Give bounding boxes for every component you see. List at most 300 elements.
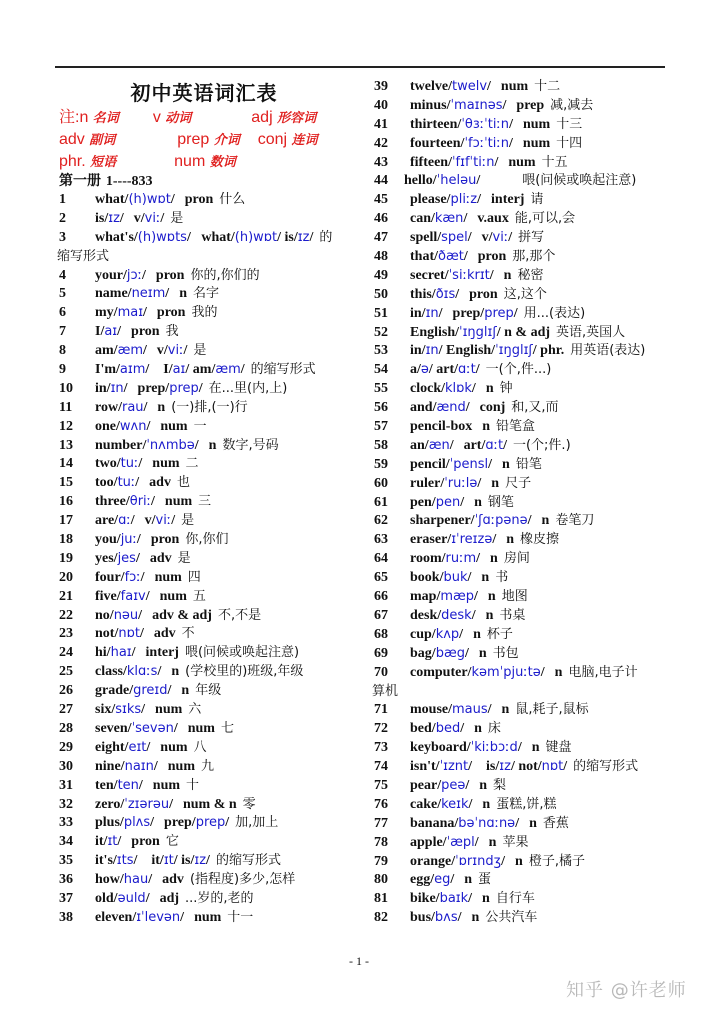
entry-word: / xyxy=(117,324,122,340)
entry-part-of-speech: pron xyxy=(155,267,185,283)
entry-part-of-speech: prep/ xyxy=(164,815,196,831)
legend-line xyxy=(59,128,364,150)
entry-phonetic: ˈsiːkrɪt xyxy=(448,267,490,283)
entry-part-of-speech: pron xyxy=(156,305,186,321)
entry-word: are/ xyxy=(95,513,119,529)
entry-part-of-speech: n xyxy=(464,872,473,888)
entry-number: 63 xyxy=(374,532,388,548)
header-rule xyxy=(55,66,665,68)
entry-number: 68 xyxy=(374,626,388,642)
entry-phonetic: (h)wɒt xyxy=(128,192,171,207)
entry-number: 25 xyxy=(59,664,73,680)
entry-number: 48 xyxy=(374,249,388,265)
entry-phonetic: tuː xyxy=(117,475,136,491)
entry-phonetic: ˈsevən xyxy=(131,720,174,736)
entry-meaning: 和,又,而 xyxy=(511,400,559,416)
entry-word: number/ xyxy=(95,437,147,453)
entry-number: 66 xyxy=(374,589,388,605)
entry-word: / xyxy=(509,116,513,132)
entry-part-of-speech: n xyxy=(474,721,482,737)
entry-meaning: 键盘 xyxy=(545,740,572,756)
entry-word: / not/ xyxy=(510,759,542,775)
entry-phonetic: keɪk xyxy=(441,796,469,812)
entry-number: 82 xyxy=(374,910,388,926)
entry-part-of-speech: num xyxy=(194,909,222,925)
entry-meaning-continued xyxy=(372,683,694,702)
vocab-entry xyxy=(59,304,364,323)
entry-number: 23 xyxy=(59,626,73,642)
entry-word: / xyxy=(198,380,203,396)
page-number: - 1 - xyxy=(349,954,369,968)
entry-meaning: 卷笔刀 xyxy=(555,513,595,529)
vocab-entry xyxy=(374,116,694,135)
legend-abbr: 注:n xyxy=(59,109,93,126)
entry-phonetic: ɪz xyxy=(194,853,207,869)
vocab-list-left xyxy=(59,191,364,928)
entry-phonetic: bəˈnɑːnə xyxy=(458,815,516,831)
entry-word: pencil-box xyxy=(410,419,473,435)
entry-number: 77 xyxy=(374,815,388,831)
entry-phonetic: eɪt xyxy=(128,739,147,755)
legend-item xyxy=(258,130,318,148)
entry-meaning: 英语,英国人 xyxy=(556,324,626,340)
entry-part-of-speech: adv xyxy=(162,872,184,888)
entry-part-of-speech: num xyxy=(159,588,187,604)
entry-part-of-speech: n xyxy=(482,796,491,812)
entry-word: / xyxy=(450,872,455,888)
entry-meaning: 零 xyxy=(242,796,256,812)
entry-number: 26 xyxy=(59,683,73,699)
entry-word: and/ xyxy=(410,400,437,416)
entry-word: nine/ xyxy=(95,758,125,774)
entry-phonetic: twelv xyxy=(451,79,488,94)
entry-part-of-speech: n xyxy=(208,437,217,453)
vocab-list-right xyxy=(374,78,694,928)
entry-meaning: 缩写形式 xyxy=(57,248,110,264)
entry-phonetic: æm xyxy=(215,362,241,378)
entry-word: / xyxy=(460,494,465,510)
entry-word: fourteen/ xyxy=(410,135,465,151)
vocab-entry xyxy=(59,323,364,342)
entry-word: / xyxy=(140,569,145,585)
vocab-entry xyxy=(59,361,364,380)
entry-phonetic: jɔː xyxy=(126,267,143,283)
entry-part-of-speech: num xyxy=(155,702,183,718)
vocab-entry xyxy=(59,644,364,663)
entry-number: 35 xyxy=(59,853,73,869)
vocab-entry xyxy=(374,286,694,305)
entry-word: bed/ xyxy=(410,721,436,737)
entry-phonetic: ˈʃɑːpənə xyxy=(474,513,528,529)
entry-part-of-speech: prep/ xyxy=(137,380,170,396)
entry-number: 29 xyxy=(59,739,73,755)
vocab-entry xyxy=(59,890,364,909)
entry-meaning: 是 xyxy=(193,343,207,359)
entry-word: keyboard/ xyxy=(410,740,471,756)
entry-number: 56 xyxy=(374,400,388,416)
vocab-entry xyxy=(374,626,694,645)
entry-part-of-speech: n xyxy=(482,891,490,907)
vocab-entry xyxy=(374,890,694,909)
vocab-entry xyxy=(59,229,364,248)
entry-meaning: 请 xyxy=(530,192,544,208)
entry-word: / xyxy=(468,796,473,812)
entry-word: pen/ xyxy=(410,494,436,510)
entry-word: / xyxy=(467,230,472,246)
vocab-entry xyxy=(374,154,694,173)
entry-phonetic: ɑː xyxy=(118,513,131,529)
entry-word: / am/ xyxy=(185,362,216,378)
entry-part-of-speech: prep/ xyxy=(452,305,485,321)
entry-number: 12 xyxy=(59,418,73,434)
entry-word: in/ xyxy=(410,305,426,321)
entry-word: / xyxy=(143,305,147,321)
entry-word: / xyxy=(130,513,135,529)
entry-phonetic: θriː xyxy=(129,494,152,510)
entry-phonetic: naɪn xyxy=(124,758,154,774)
entry-word: / xyxy=(467,570,472,586)
entry-number: 59 xyxy=(374,456,388,472)
entry-number: 37 xyxy=(59,890,73,906)
entry-number: 57 xyxy=(374,419,388,435)
entry-meaning: 的 xyxy=(319,229,333,245)
entry-word: / xyxy=(146,739,151,755)
entry-part-of-speech: adv & adj xyxy=(152,607,212,623)
entry-word: / what/ xyxy=(186,229,235,245)
entry-word: how/ xyxy=(95,872,124,888)
entry-phonetic: ɪts xyxy=(116,853,134,869)
entry-word: three/ xyxy=(95,494,130,510)
entry-part-of-speech: num & n xyxy=(182,796,237,812)
entry-word: / xyxy=(503,437,507,453)
entry-part-of-speech: num xyxy=(160,739,188,755)
entry-word: egg/ xyxy=(410,872,435,888)
vocab-entry xyxy=(59,418,364,437)
entry-meaning: 橙子,橘子 xyxy=(528,853,585,869)
entry-word: / xyxy=(477,475,482,491)
entry-word: an/ xyxy=(410,437,429,453)
entry-word: / xyxy=(240,362,245,378)
vocab-entry xyxy=(374,588,694,607)
entry-phonetic: nəu xyxy=(113,607,139,623)
entry-phonetic: ɪn xyxy=(110,380,124,396)
vocab-entry xyxy=(374,871,694,890)
entry-number: 7 xyxy=(59,324,66,340)
vocab-entry xyxy=(59,777,364,796)
entry-part-of-speech: n xyxy=(181,683,190,699)
entry-word: hello/ xyxy=(404,173,437,189)
section-label: 第一册 xyxy=(59,173,101,189)
entry-meaning: 一 xyxy=(193,418,207,434)
entry-word: / xyxy=(119,210,124,226)
legend-item xyxy=(153,108,191,126)
entry-meaning: (学校里的)班级,年级 xyxy=(185,664,304,680)
entry-part-of-speech: n xyxy=(501,702,510,718)
entry-meaning: 香蕉 xyxy=(542,815,569,831)
legend-line xyxy=(59,150,364,172)
entry-meaning: 用...(表达) xyxy=(523,305,586,321)
entry-word: sharpener/ xyxy=(410,513,475,529)
vocab-entry xyxy=(374,550,694,569)
entry-meaning: 三 xyxy=(198,494,212,510)
vocab-entry xyxy=(59,682,364,701)
vocab-entry xyxy=(59,569,364,588)
entry-word: two/ xyxy=(95,456,121,472)
entry-meaning: 鼠,耗子,鼠标 xyxy=(515,702,589,718)
entry-number: 5 xyxy=(59,286,66,302)
entry-part-of-speech: n xyxy=(502,456,510,472)
entry-phonetic: ˈheləu xyxy=(436,173,477,189)
entry-word: secret/ xyxy=(410,267,449,283)
entry-number: 38 xyxy=(59,909,73,925)
entry-word: / xyxy=(501,853,506,869)
entry-number: 36 xyxy=(59,872,73,888)
entry-meaning: 十二 xyxy=(534,79,561,94)
entry-word: pencil/ xyxy=(410,456,450,472)
entry-phonetic: sɪks xyxy=(115,702,142,718)
entry-phonetic: neɪm xyxy=(131,286,166,302)
entry-phonetic: pen xyxy=(435,494,461,510)
entry-number: 33 xyxy=(59,815,73,831)
entry-word: computer/ xyxy=(410,664,472,680)
right-column xyxy=(374,78,694,928)
entry-meaning: 苹果 xyxy=(502,834,529,850)
entry-part-of-speech: num xyxy=(152,456,180,472)
entry-word: / xyxy=(143,343,147,359)
entry-number: 42 xyxy=(374,135,388,151)
entry-phonetic: bʌs xyxy=(434,910,458,926)
entry-word: banana/ xyxy=(410,815,459,831)
vocab-entry xyxy=(59,474,364,493)
entry-word: / xyxy=(123,380,128,396)
entry-word: five/ xyxy=(95,588,121,604)
vocab-entry xyxy=(374,664,694,683)
entry-word: map/ xyxy=(410,589,441,605)
entry-part-of-speech: num xyxy=(167,758,195,774)
entry-meaning: 二 xyxy=(185,456,199,472)
entry-word: ten/ xyxy=(95,777,118,793)
entry-number: 34 xyxy=(59,834,73,850)
entry-word: yes/ xyxy=(95,550,118,566)
vocab-entry xyxy=(374,418,694,437)
entry-phonetic: ɪn xyxy=(425,343,439,359)
entry-word: your/ xyxy=(95,267,127,283)
entry-word: twelve/ xyxy=(410,79,452,94)
entry-phonetic: æn xyxy=(428,437,450,453)
entry-word: / xyxy=(509,135,513,151)
entry-number: 78 xyxy=(374,834,388,850)
entry-part-of-speech: num xyxy=(154,569,182,585)
entry-word: / xyxy=(138,607,143,623)
entry-word: / art/ xyxy=(428,362,459,378)
vocab-entry xyxy=(374,97,694,116)
vocab-entry xyxy=(374,739,694,758)
entry-meaning: 七 xyxy=(220,720,234,736)
entry-phonetic: desk xyxy=(441,607,472,623)
entry-number: 47 xyxy=(374,230,388,246)
entry-meaning: 公共汽车 xyxy=(485,910,538,926)
entry-number: 51 xyxy=(374,305,388,321)
entry-part-of-speech: pron xyxy=(131,324,160,340)
entry-meaning: 蛋 xyxy=(478,872,492,888)
entry-number: 81 xyxy=(374,891,388,907)
entry-word: it/ xyxy=(95,834,108,850)
entry-phonetic: ˈɪŋglɪʃ xyxy=(459,324,497,340)
entry-word: / xyxy=(513,305,518,321)
entry-meaning: 减,减去 xyxy=(550,97,594,113)
entry-phonetic: wʌn xyxy=(119,418,147,434)
entry-meaning: 蛋糕,饼,糕 xyxy=(496,796,557,812)
entry-word: desk/ xyxy=(410,607,442,623)
entry-word: / xyxy=(517,740,522,756)
entry-word: / xyxy=(464,645,469,661)
vocab-entry xyxy=(59,852,364,871)
entry-word: / it/ xyxy=(133,853,164,869)
entry-phonetic: baɪk xyxy=(439,891,469,907)
entry-word: / xyxy=(145,588,150,604)
entry-word: isn't/ xyxy=(410,759,440,775)
entry-meaning: 不,不是 xyxy=(217,607,262,623)
entry-part-of-speech: adj xyxy=(159,890,180,906)
entry-word: I/ xyxy=(95,324,105,340)
entry-meaning: 房间 xyxy=(503,551,530,567)
entry-meaning: 不 xyxy=(181,626,195,642)
section-heading xyxy=(59,172,364,191)
entry-word: / xyxy=(471,381,476,397)
vocab-entry xyxy=(59,701,364,720)
entry-number: 27 xyxy=(59,702,73,718)
entry-word: in/ xyxy=(410,343,426,359)
entry-phonetic: bed xyxy=(435,721,461,737)
entry-word: / phr. xyxy=(532,343,565,359)
legend-meaning: 连词 xyxy=(291,133,318,148)
entry-phonetic: ɪˈlevən xyxy=(136,909,181,925)
entry-meaning: 十一 xyxy=(227,909,254,925)
entry-part-of-speech: n xyxy=(491,475,500,491)
legend-abbr: prep xyxy=(177,131,214,148)
entry-phonetic: haɪ xyxy=(110,645,132,661)
entry-number: 53 xyxy=(374,343,388,359)
entry-phonetic: əuld xyxy=(117,890,146,906)
vocab-entry xyxy=(374,135,694,154)
entry-phonetic: juː xyxy=(120,532,137,548)
entry-word: / is/ xyxy=(173,853,195,869)
vocab-entry xyxy=(374,229,694,248)
entry-meaning: 你的,你们的 xyxy=(190,267,260,283)
entry-number: 72 xyxy=(374,721,388,737)
entry-meaning: ...岁的,老的 xyxy=(185,890,254,906)
legend-line xyxy=(59,106,364,128)
entry-word: this/ xyxy=(410,286,436,302)
entry-word: my/ xyxy=(95,305,118,321)
entry-part-of-speech: adv xyxy=(149,475,171,491)
entry-word: / is/ xyxy=(468,759,500,775)
vocab-entry xyxy=(374,909,694,928)
entry-word: is/ xyxy=(95,210,109,226)
entry-word: mouse/ xyxy=(410,702,452,718)
entry-word: / xyxy=(492,532,497,548)
entry-meaning: 十三 xyxy=(556,116,583,132)
entry-meaning: 是 xyxy=(170,210,184,226)
entry-word: / xyxy=(502,97,507,113)
vocab-entry xyxy=(374,720,694,739)
entry-word: am/ xyxy=(95,343,118,359)
vocab-entry xyxy=(374,172,694,191)
entry-part-of-speech: num xyxy=(164,494,193,510)
entry-part-of-speech: v.aux xyxy=(477,211,509,227)
entry-phonetic: spel xyxy=(441,230,468,246)
entry-word: / xyxy=(165,286,170,302)
entry-part-of-speech: interj xyxy=(145,645,179,661)
vocab-entry xyxy=(59,814,364,833)
entry-part-of-speech: num xyxy=(522,116,551,132)
entry-number: 71 xyxy=(374,702,388,718)
entry-meaning: 自行车 xyxy=(495,891,535,907)
entry-phonetic: ˈθɜːˈtiːn xyxy=(461,116,510,132)
entry-part-of-speech: pron xyxy=(469,286,498,302)
pos-legend xyxy=(59,106,364,172)
entry-number: 19 xyxy=(59,550,73,566)
entry-part-of-speech: n xyxy=(157,399,166,415)
entry-part-of-speech: prep xyxy=(516,97,545,113)
entry-word: seven/ xyxy=(95,720,132,736)
entry-meaning: 喂(问候或唤起注意) xyxy=(184,645,300,661)
entry-meaning: 钢笔 xyxy=(487,494,514,510)
entry-meaning: (指程度)多少,怎样 xyxy=(189,872,296,888)
entry-meaning: 十五 xyxy=(541,154,568,170)
legend-meaning: 名词 xyxy=(92,111,119,126)
entry-word: English/ xyxy=(410,324,460,340)
vocab-entry xyxy=(59,512,364,531)
entry-number: 13 xyxy=(59,437,73,453)
vocab-entry xyxy=(59,191,364,210)
entry-number: 67 xyxy=(374,607,388,623)
entry-word: clock/ xyxy=(410,381,445,397)
vocab-entry xyxy=(374,701,694,720)
entry-word: / xyxy=(139,626,144,642)
entry-phonetic: ˈɪznt xyxy=(439,759,469,775)
entry-part-of-speech: adv xyxy=(153,626,176,642)
entry-number: 28 xyxy=(59,720,73,736)
entry-word: / xyxy=(463,211,468,227)
entry-word: / xyxy=(563,759,568,775)
entry-part-of-speech: n xyxy=(541,513,550,529)
vocab-entry xyxy=(374,191,694,210)
entry-word: minus/ xyxy=(410,97,451,113)
entry-part-of-speech: pron xyxy=(131,834,160,850)
entry-word: book/ xyxy=(410,570,444,586)
entry-phonetic: ˈpensl xyxy=(449,456,489,472)
entry-meaning: 十 xyxy=(186,777,200,793)
legend-meaning: 副词 xyxy=(89,133,116,148)
entry-meaning: 一(个;件.) xyxy=(512,437,571,453)
entry-phonetic: aɪ xyxy=(104,324,118,340)
entry-number: 16 xyxy=(59,494,73,510)
entry-meaning: 四 xyxy=(187,569,201,585)
entry-word: that/ xyxy=(410,249,438,265)
entry-phonetic: mæp xyxy=(440,589,475,605)
entry-number: 43 xyxy=(374,154,388,170)
vocab-entry xyxy=(59,493,364,512)
entry-part-of-speech: adv xyxy=(149,550,172,566)
entry-word: / xyxy=(449,437,454,453)
entry-word: eraser/ xyxy=(410,532,452,548)
entry-number: 50 xyxy=(374,286,388,302)
entry-number: 11 xyxy=(59,399,73,415)
vocab-entry xyxy=(59,758,364,777)
vocab-entry xyxy=(374,758,694,777)
entry-part-of-speech: interj xyxy=(491,192,525,208)
